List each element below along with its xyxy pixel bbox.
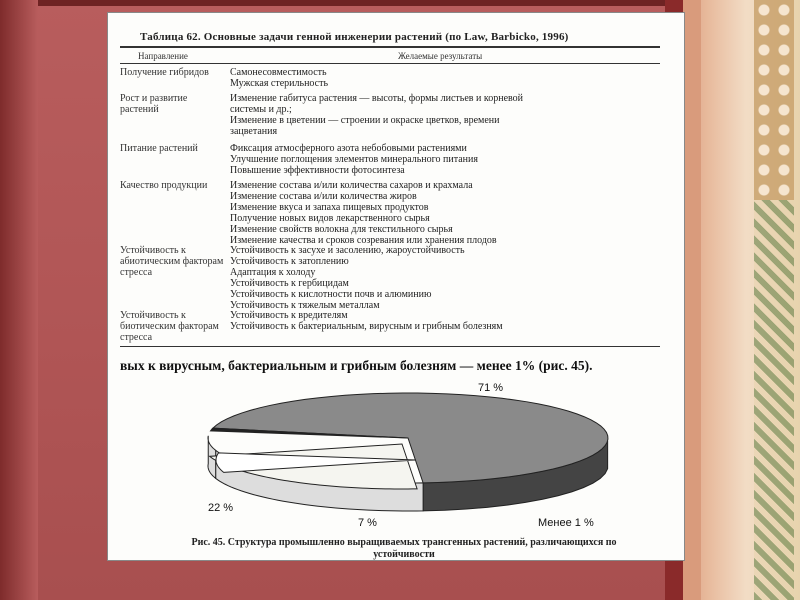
slide-frame-left: [0, 0, 38, 600]
row-results: [230, 310, 660, 332]
table-top-rule: [120, 46, 660, 48]
table-header-rule: [120, 63, 660, 64]
result-line: Повышение эффективности фотосинтеза: [230, 165, 405, 176]
ornament-floral-pattern: [754, 0, 794, 200]
column-header-results: Желаемые результаты: [398, 51, 483, 61]
pie-slice-label: 7 %: [358, 517, 377, 529]
result-line: Устойчивость к гербицидам: [230, 278, 349, 289]
result-line: Устойчивость к бактериальным, вирусным и грибным болезням: [230, 321, 503, 332]
decorative-ornament: [665, 0, 800, 600]
result-line: Изменение свойств волокна для текстильного сырья: [230, 224, 453, 235]
row-direction: Рост и развитие растений: [120, 93, 188, 115]
pie-slice-label: Менее 1 %: [538, 517, 594, 529]
result-line: системы и др.;: [230, 104, 292, 115]
ornament-leaf-pattern: [754, 200, 794, 600]
result-line: Фиксация атмосферного азота небобовыми растениями: [230, 143, 467, 154]
table-title: Таблица 62. Основные задачи генной инженерии растений (по Law, Barbicko, 1996): [140, 31, 569, 43]
result-line: Устойчивость к вредителям: [230, 310, 348, 321]
row-direction: Питание растений: [120, 143, 198, 154]
result-line: Изменение в цветении — строении и окраске цветков, времени: [230, 115, 500, 126]
pie-chart-area: [108, 383, 684, 533]
row-direction: Устойчивость к абиотическим факторам стресса: [120, 245, 224, 278]
row-results: [230, 93, 660, 137]
row-results: [230, 67, 660, 89]
result-line: Устойчивость к кислотности почв и алюминию: [230, 289, 432, 300]
ornament-stripe: [683, 0, 701, 600]
result-line: Самонесовместимость: [230, 67, 327, 78]
pie-slice-label: 22 %: [208, 502, 234, 514]
result-line: зацветания: [230, 126, 278, 137]
column-header-direction: Направление: [138, 51, 188, 61]
result-line: Изменение габитуса растения — высоты, формы листьев и корневой: [230, 93, 524, 104]
result-line: Устойчивость к тяжелым металлам: [230, 300, 380, 311]
pie-slice-label: 71 %: [478, 383, 504, 394]
result-line: Изменение состава и/или количества сахаров и крахмала: [230, 180, 473, 191]
row-results: [230, 245, 660, 311]
result-line: Устойчивость к засухе и засолению, жароустойчивость: [230, 245, 465, 256]
figure-caption: Рис. 45. Структура промышленно выращиваемых трансгенных растений, различающихся по устойчивости: [191, 537, 617, 560]
pie-chart: [108, 383, 684, 533]
result-line: Адаптация к холоду: [230, 267, 316, 278]
result-line: Изменение вкуса и запаха пищевых продуктов: [230, 202, 429, 213]
body-text-fragment: вых к вирусным, бактериальным и грибным болезням — менее 1% (рис. 45).: [120, 358, 593, 373]
result-line: Мужская стерильность: [230, 78, 329, 89]
result-line: Улучшение поглощения элементов минерального питания: [230, 154, 478, 165]
table-bottom-rule: [120, 346, 660, 347]
row-results: [230, 143, 660, 176]
row-direction: Получение гибридов: [120, 67, 209, 78]
row-direction: Качество продукции: [120, 180, 208, 191]
row-results: [230, 180, 660, 246]
scanned-page: [108, 13, 684, 560]
result-line: Изменение состава и/или количества жиров: [230, 191, 417, 202]
row-direction: Устойчивость к биотическим факторам стресса: [120, 310, 219, 343]
result-line: Изменение качества и сроков созревания или хранения плодов: [230, 235, 497, 246]
result-line: Устойчивость к затоплению: [230, 256, 349, 267]
result-line: Получение новых видов лекарственного сырья: [230, 213, 430, 224]
